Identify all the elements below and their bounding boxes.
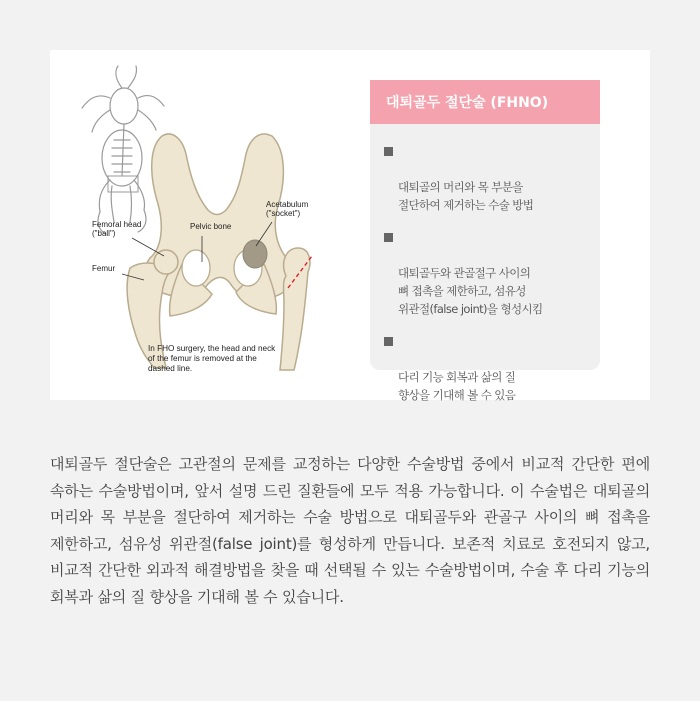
info-list (370, 124, 600, 404)
pelvic-bone-label: Pelvic bone (190, 222, 232, 231)
content-card (50, 50, 650, 400)
dog-skeleton-sketch (82, 66, 164, 234)
info-item-text: 대퇴골두와 관골절구 사이의 뼈 접촉을 제한하고, 섬유성 위관절(false joint)을 형성시킴 (398, 266, 543, 316)
square-bullet-icon (384, 233, 393, 242)
fho-illustration (50, 50, 370, 400)
body-paragraph: 대퇴골두 절단술은 고관절의 문제를 교정하는 다양한 수술방법 중에서 비교적 간단한 편에 속하는 수술방법이며, 앞서 설명 드린 질환들에 모두 적용 가능합니다. 이 수술법은 대퇴골의 머리와 목 부분을 절단하여 제거하는 수술 방법으로 대퇴골두와 관골구 사이의 뼈 접촉을 제한하고, 섬유성 위관절(false joint)를 형성하게 만듭니다. 보존적 치료로 호전되지 않고, 비교적 간단한 외과적 해결방법을 찾을 때 선택될 수 있는 수술방법이며, 수술 후 다리 기능의 회복과 삶의 질 향상을 기대해 볼 수 있습니다. (50, 455, 650, 606)
figure-caption: In FHO surgery, the head and neck of the femur is removed at the dashed line. (148, 344, 276, 373)
square-bullet-icon (384, 147, 393, 156)
info-item (384, 142, 590, 214)
acetabulum-label: Acetabulum ("socket") (266, 200, 309, 218)
info-item-text: 다리 기능 회복과 삶의 질 향상을 기대해 볼 수 있음 (398, 370, 516, 402)
info-item (384, 332, 590, 404)
info-box-title: 대퇴골두 절단술 (FHNO) (370, 80, 600, 124)
femur-label: Femur (92, 264, 116, 273)
square-bullet-icon (384, 337, 393, 346)
femoral-head-label: Femoral head ("ball") (92, 220, 142, 238)
info-item-text: 대퇴골의 머리와 목 부분을 절단하여 제거하는 수술 방법 (398, 180, 534, 212)
fhno-info-box (370, 80, 600, 402)
info-item (384, 228, 590, 318)
right-femur-shape (280, 248, 310, 370)
